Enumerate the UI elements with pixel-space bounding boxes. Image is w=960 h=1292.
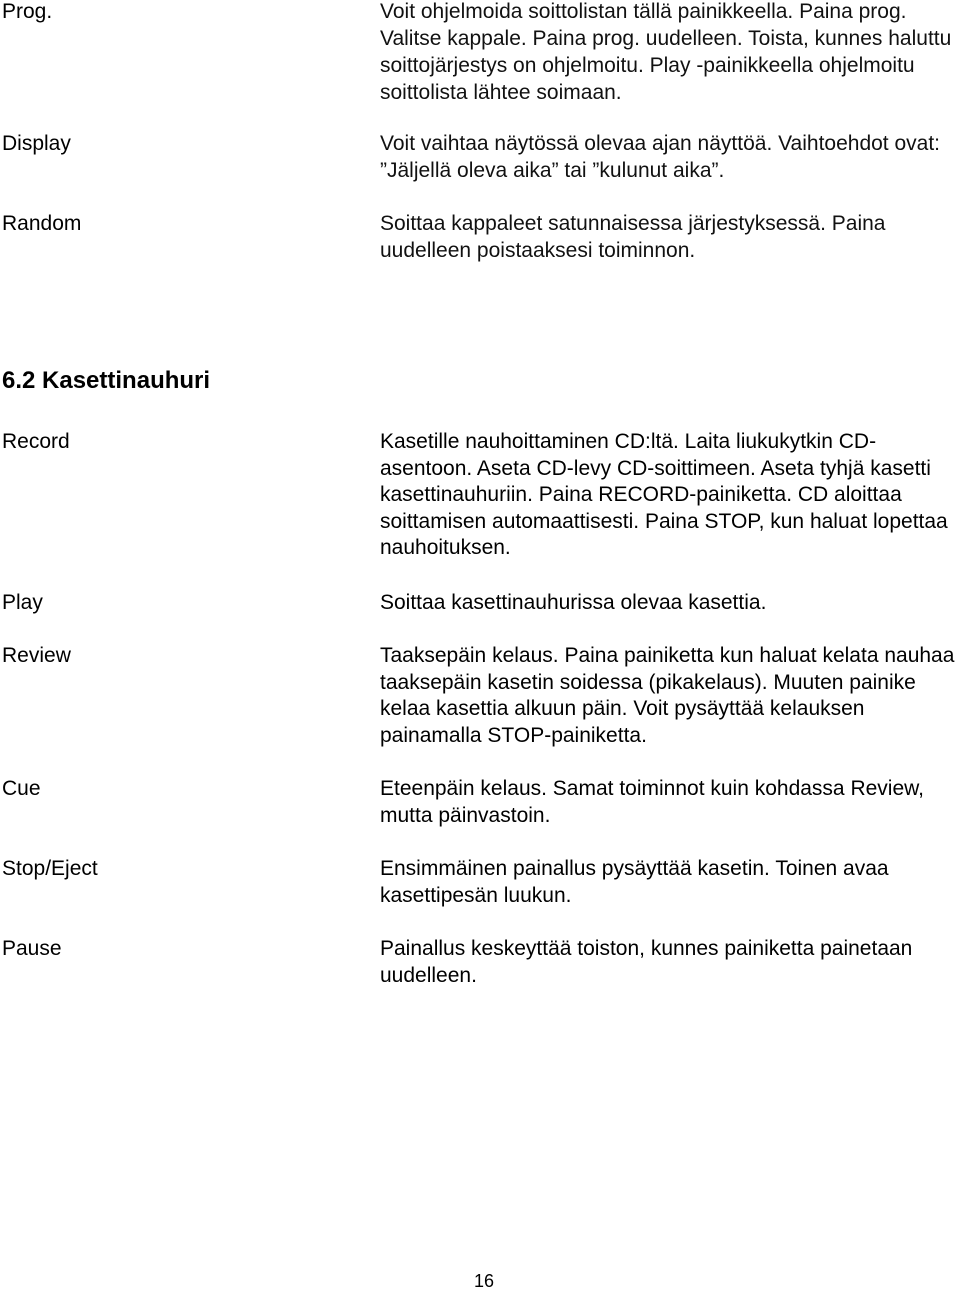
- description-random: Soittaa kappaleet satunnaisessa järjestyksessä. Paina uudelleen poistaaksesi toiminnon.: [380, 212, 886, 262]
- page-number: 16: [473, 1271, 495, 1291]
- term-stop-eject: Stop/Eject: [2, 857, 98, 880]
- term-random: Random: [2, 212, 82, 235]
- term-record: Record: [2, 430, 70, 453]
- description-display: Voit vaihtaa näytössä olevaa ajan näyttöä. Vaihtoehdot ovat: ”Jäljellä oleva aika” tai ”kulunut aika”.: [380, 132, 941, 182]
- description-prog: Voit ohjelmoida soittolistan tällä painikkeella. Paina prog. Valitse kappale. Paina prog. uudelleen. Toista, kunnes haluttu soittojärjestys on ohjelmoitu. Play -painikkeella ohjelmoitu soittolista lähtee soimaan.: [380, 0, 952, 104]
- description-record: Kasetille nauhoittaminen CD:ltä. Laita liukukytkin CD-asentoon. Aseta CD-levy CD-soittimeen. Aseta tyhjä kasetti kasettinauhuriin. Paina RECORD-painiketta. CD aloittaa soittamisen automaattisesti. Paina STOP, kun haluat lopettaa nauhoituksen.: [380, 430, 948, 559]
- term-cue: Cue: [2, 777, 41, 800]
- description-stop-eject: Ensimmäinen painallus pysäyttää kasetin. Toinen avaa kasettipesän luukun.: [380, 857, 889, 907]
- description-play: Soittaa kasettinauhurissa olevaa kasettia.: [380, 591, 767, 614]
- description-pause: Painallus keskeyttää toiston, kunnes painiketta painetaan uudelleen.: [380, 937, 913, 987]
- term-review: Review: [2, 644, 71, 667]
- term-play: Play: [2, 591, 43, 614]
- term-display: Display: [2, 132, 71, 155]
- description-review: Taaksepäin kelaus. Paina painiketta kun haluat kelata nauhaa taaksepäin kasetin soidessa (pikakelaus). Muuten painike kelaa kasettia alkuun päin. Voit pysäyttää kelauksen painamalla STOP-painiketta.: [380, 644, 955, 747]
- term-pause: Pause: [2, 937, 62, 960]
- section-heading: 6.2 Kasettinauhuri: [2, 367, 211, 394]
- term-prog: Prog.: [2, 0, 53, 23]
- description-cue: Eteenpäin kelaus. Samat toiminnot kuin kohdassa Review, mutta päinvastoin.: [380, 777, 924, 827]
